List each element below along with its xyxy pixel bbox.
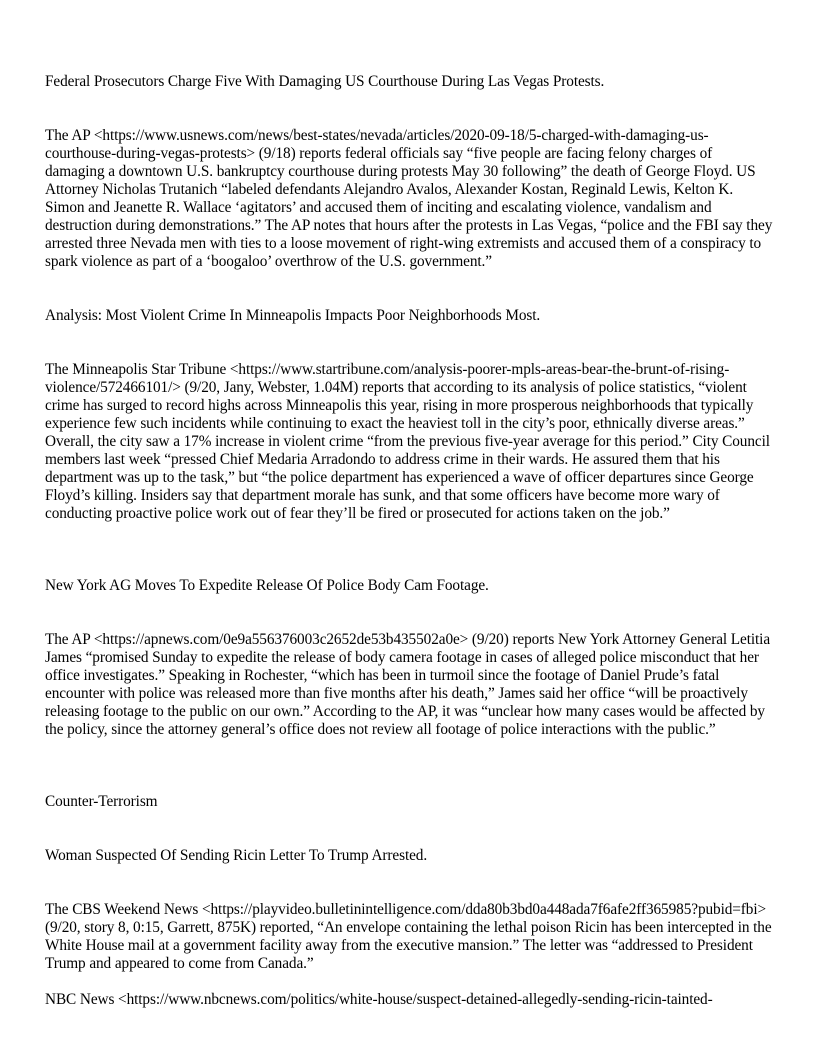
section-heading-counter-terrorism: Counter-Terrorism bbox=[45, 793, 158, 810]
article-body-ny-body-cam: The AP <https://apnews.com/0e9a556376003c2652de53b435502a0e> (9/20) reports New York Attorney General Letitia James “promised Sunday to expedite the release of body camera footage in cases of alleged police misconduct that her office investigates.” Speaking in Rochester, “which has been in turmoil since the footage of Daniel Prude’s fatal encounter with police was released more than five months after his death,” James said her office “will be proactively releasing footage to the public on our own.” According to the AP, it was “unclear how many cases would be affected by the policy, since the attorney general’s office does not review all footage of police interactions with the public.” bbox=[45, 631, 771, 738]
headline-las-vegas-courthouse: Federal Prosecutors Charge Five With Damaging US Courthouse During Las Vegas Protests. bbox=[45, 73, 605, 90]
headline-minneapolis-crime: Analysis: Most Violent Crime In Minneapolis Impacts Poor Neighborhoods Most. bbox=[45, 307, 541, 324]
article-body-ricin-letter: The CBS Weekend News <https://playvideo.bulletinintelligence.com/dda80b3bd0a448ada7f6afe2ff365985?pubid=fbi> (9/20, story 8, 0:15, Garrett, 875K) reported, “An envelope containing the lethal poison Ricin has been intercepted in the White House mail at a government facility away from the executive mansion.” The letter was “addressed to President Trump and appeared to come from Canada.” bbox=[45, 901, 772, 972]
headline-ricin-letter: Woman Suspected Of Sending Ricin Letter To Trump Arrested. bbox=[45, 847, 428, 864]
article-body-ricin-continued: NBC News <https://www.nbcnews.com/politics/white-house/suspect-detained-allegedly-sending-ricin-tainted- bbox=[45, 991, 713, 1008]
article-body-las-vegas-courthouse: The AP <https://www.usnews.com/news/best-states/nevada/articles/2020-09-18/5-charged-with-damaging-us-courthouse-during-vegas-protests> (9/18) reports federal officials say “five people are facing felony charges of damaging a downtown U.S. bankruptcy courthouse during protests May 30 following” the death of George Floyd. US Attorney Nicholas Trutanich “labeled defendants Alejandro Avalos, Alexander Kostan, Reginald Lewis, Kelton K. Simon and Jeanette R. Wallace ‘agitators’ and accused them of inciting and escalating violence, vandalism and destruction during demonstrations.” The AP notes that hours after the protests in Las Vegas, “police and the FBI say they arrested three Nevada men with ties to a loose movement of right-wing extremists and accused them of a conspiracy to spark violence as part of a ‘boogaloo’ overthrow of the U.S. government.” bbox=[45, 127, 773, 270]
article-body-minneapolis-crime: The Minneapolis Star Tribune <https://www.startribune.com/analysis-poorer-mpls-areas-bear-the-brunt-of-rising-violence/572466101/> (9/20, Jany, Webster, 1.04M) reports that according to its analysis of police statistics, “violent crime has surged to record highs across Minneapolis this year, rising in more prosperous neighborhoods that typically experience few such incidents while continuing to exact the heaviest toll in the city’s poor, ethnically diverse areas.” Overall, the city saw a 17% increase in violent crime “from the previous five-year average for this period.” City Council members last week “pressed Chief Medaria Arradondo to address crime in their wards. He assured them that his department was up to the task,” but “the police department has experienced a wave of officer departures since George Floyd’s killing. Insiders say that department morale has sunk, and that some officers have become more wary of conducting proactive police work out of fear they’ll be fired or prosecuted for actions taken on the job.” bbox=[45, 361, 770, 522]
headline-ny-body-cam: New York AG Moves To Expedite Release Of Police Body Cam Footage. bbox=[45, 577, 489, 594]
